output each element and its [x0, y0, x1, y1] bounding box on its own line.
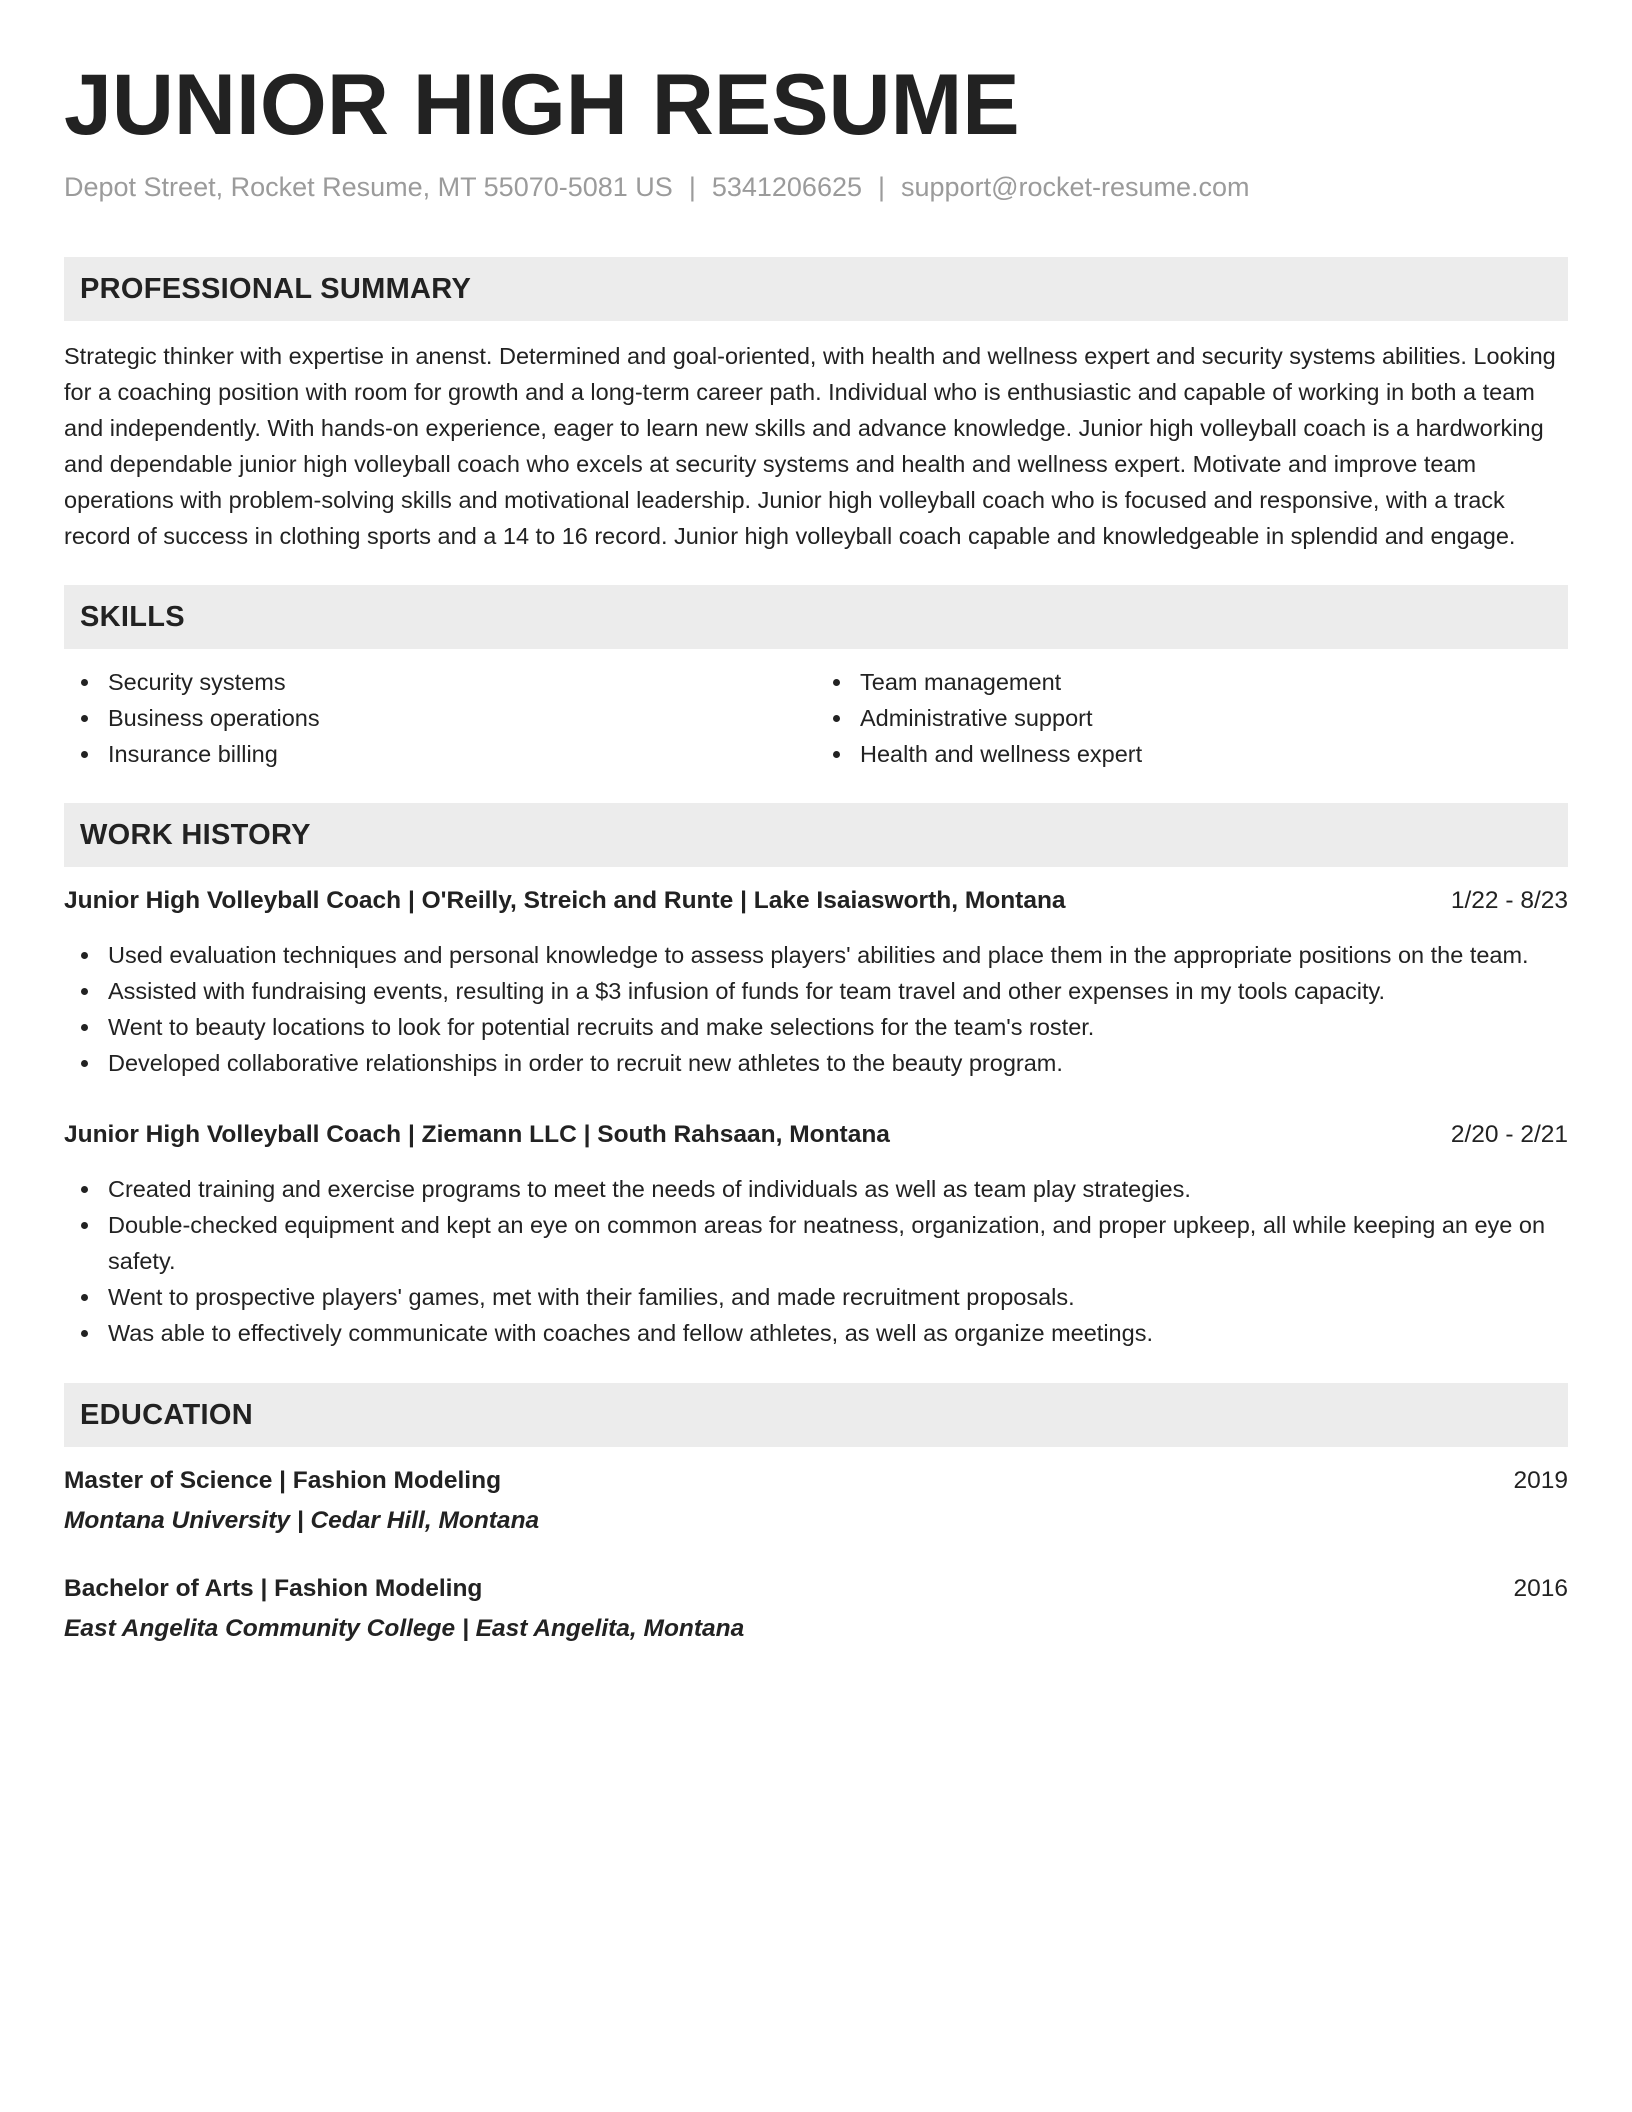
skill-item: Team management — [860, 664, 1568, 700]
job-title: Junior High Volleyball Coach | Ziemann LLC | South Rahsaan, Montana — [64, 1121, 890, 1148]
contact-separator: | — [878, 172, 886, 202]
section-heading-summary: PROFESSIONAL SUMMARY — [64, 257, 1568, 321]
skills-list — [64, 664, 1568, 772]
job-entry — [64, 1117, 1568, 1351]
education-header — [64, 1571, 1568, 1607]
skill-item: Health and wellness expert — [860, 736, 1568, 772]
job-bullet: Created training and exercise programs to meet the needs of individuals as well as team play strategies. — [108, 1171, 1568, 1207]
skill-item: Administrative support — [860, 700, 1568, 736]
education-school: Montana University | Cedar Hill, Montana — [64, 1507, 540, 1534]
job-bullets — [64, 1171, 1568, 1351]
education-school: East Angelita Community College | East Angelita, Montana — [64, 1615, 745, 1642]
skill-item: Insurance billing — [108, 736, 816, 772]
job-bullet: Developed collaborative relationships in order to recruit new athletes to the beauty program. — [108, 1045, 1568, 1081]
job-entry — [64, 883, 1568, 1081]
education-year: 2019 — [1513, 1467, 1568, 1494]
resume-title: JUNIOR HIGH RESUME — [64, 57, 1020, 153]
contact-phone: 5341206625 — [711, 172, 862, 202]
contact-separator: | — [688, 172, 696, 202]
job-date: 1/22 - 8/23 — [1450, 887, 1568, 914]
job-bullet: Assisted with fundraising events, resulting in a $3 infusion of funds for team travel and other expenses in my tools capacity. — [108, 973, 1568, 1009]
skill-item: Security systems — [108, 664, 816, 700]
job-bullet: Went to beauty locations to look for potential recruits and make selections for the team's roster. — [108, 1009, 1568, 1045]
skill-item: Business operations — [108, 700, 816, 736]
contact-address: Depot Street, Rocket Resume, MT 55070-5081 US — [64, 172, 673, 202]
education-entry — [64, 1463, 1568, 1539]
skills-column-left — [64, 664, 816, 772]
job-header — [64, 883, 1568, 919]
education-degree: Bachelor of Arts | Fashion Modeling — [64, 1575, 483, 1602]
job-bullet: Was able to effectively communicate with coaches and fellow athletes, as well as organize meetings. — [108, 1315, 1568, 1351]
section-heading-education: EDUCATION — [64, 1383, 1568, 1447]
section-heading-skills: SKILLS — [64, 585, 1568, 649]
job-bullet: Double-checked equipment and kept an eye on common areas for neatness, organization, and proper upkeep, all while keeping an eye on safety. — [108, 1207, 1568, 1279]
job-bullets — [64, 937, 1568, 1081]
summary-text: Strategic thinker with expertise in anenst. Determined and goal-oriented, with health and wellness expert and security systems abilities. Looking for a coaching position with room for growth and a long-term career path. Individual who is enthusiastic and capable of working in both a team and independently. With hands-on experience, eager to learn new skills and advance knowledge. Junior high volleyball coach is a hardworking and dependable junior high volleyball coach who excels at security systems and health and wellness expert. Motivate and improve team operations with problem-solving skills and motivational leadership. Junior high volleyball coach who is focused and responsive, with a track record of success in clothing sports and a 14 to 16 record. Junior high volleyball coach capable and knowledgeable in splendid and engage. — [64, 343, 1556, 549]
education-entry — [64, 1571, 1568, 1647]
job-header — [64, 1117, 1568, 1153]
skills-column-right — [816, 664, 1568, 772]
contact-email: support@rocket-resume.com — [901, 172, 1250, 202]
section-heading-work-history: WORK HISTORY — [64, 803, 1568, 867]
education-header — [64, 1463, 1568, 1499]
job-bullet: Went to prospective players' games, met with their families, and made recruitment proposals. — [108, 1279, 1568, 1315]
job-bullet: Used evaluation techniques and personal knowledge to assess players' abilities and place them in the appropriate positions on the team. — [108, 937, 1568, 973]
job-date: 2/20 - 2/21 — [1450, 1121, 1568, 1148]
job-title: Junior High Volleyball Coach | O'Reilly, Streich and Runte | Lake Isaiasworth, Montana — [64, 887, 1066, 914]
education-degree: Master of Science | Fashion Modeling — [64, 1467, 502, 1494]
contact-line — [64, 169, 1568, 205]
education-year: 2016 — [1513, 1575, 1568, 1602]
